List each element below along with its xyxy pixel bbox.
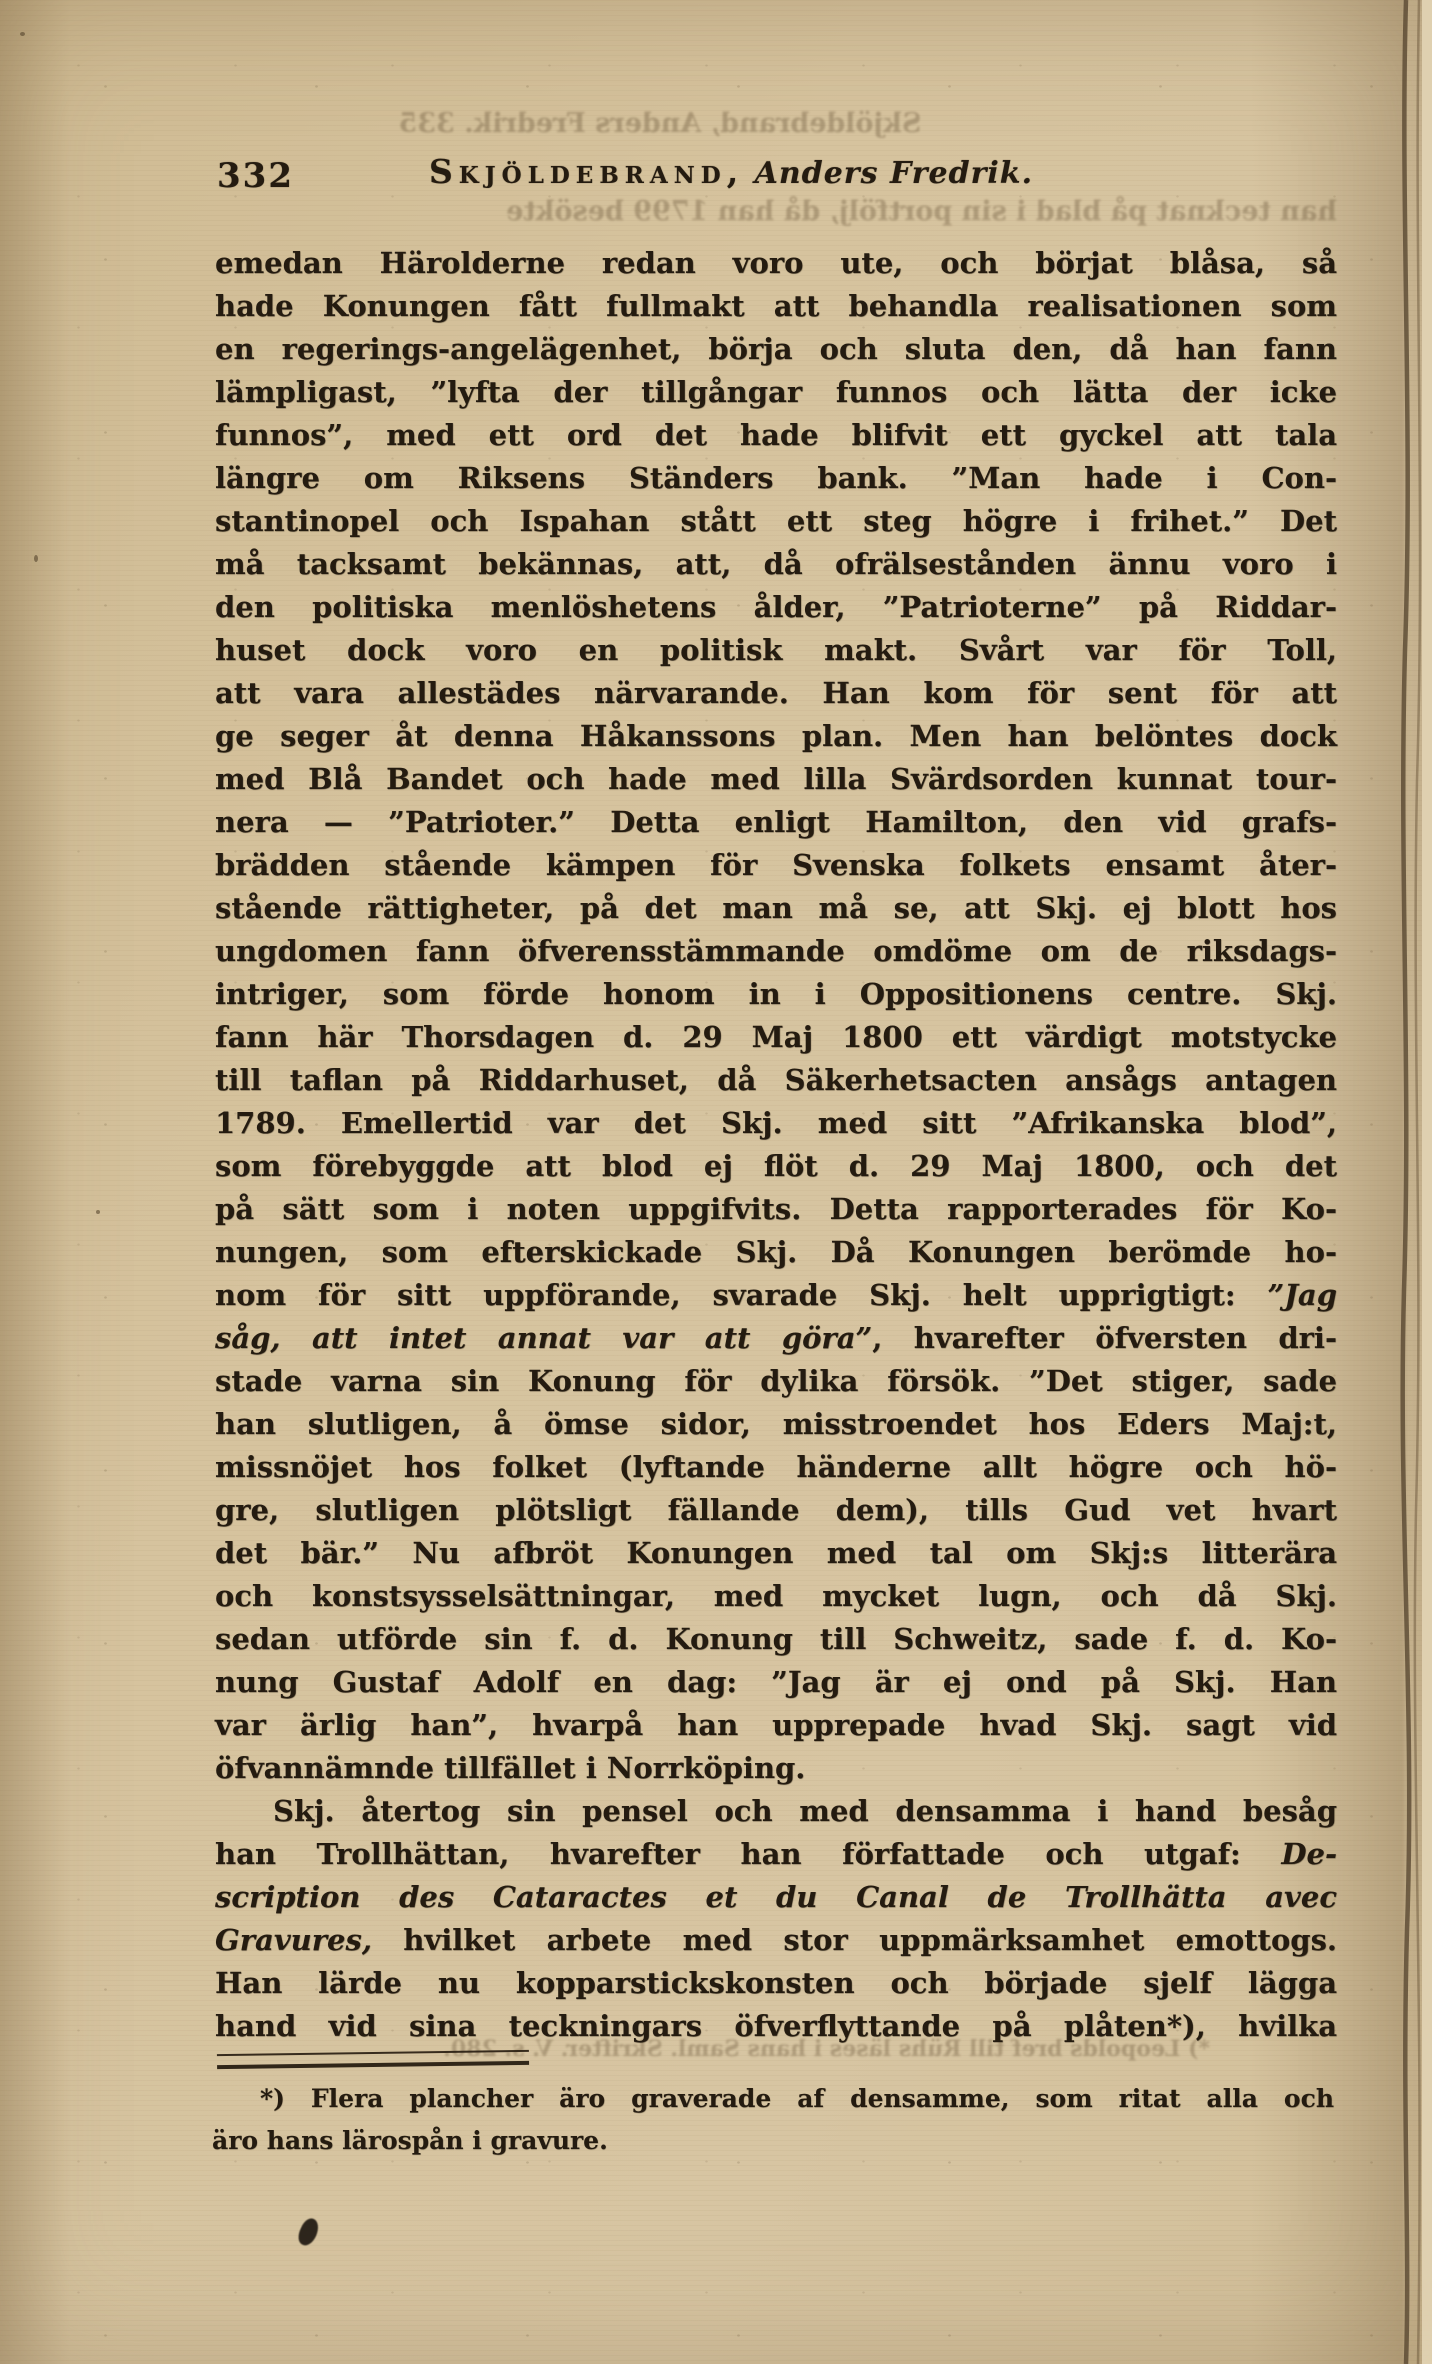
- page-number: 332: [217, 156, 294, 196]
- text-segment: det bär.” Nu afbröt Konungen med tal om Skj:s litterära: [215, 1536, 1337, 1570]
- text-segment: brädden stående kämpen för Svenska folkets ensamt åter-: [215, 848, 1337, 882]
- text-line: [215, 672, 1337, 715]
- text-line: [215, 500, 1337, 543]
- text-line: [215, 1790, 1337, 1833]
- text-segment: han slutligen, å ömse sidor, misstroendet hos Eders Maj:t,: [215, 1407, 1337, 1441]
- text-segment: emedan Härolderne redan voro ute, och börjat blåsa, så: [215, 246, 1337, 280]
- text-line: [215, 1059, 1337, 1102]
- text-segment: som förebyggde att blod ej flöt d. 29 Maj 1800, och det: [215, 1149, 1337, 1183]
- bleedthrough-line: *) Leopolds bref till Rühs läses i hans Saml. Skrifter. V. s. 280.: [443, 2036, 1210, 2062]
- italic-text-segment: scription des Cataractes et du Canal de Trollhätta avec: [215, 1880, 1337, 1914]
- text-line: [215, 1962, 1337, 2005]
- text-segment: missnöjet hos folket (lyftande händerne allt högre och hö-: [215, 1450, 1337, 1484]
- page-header: [215, 152, 1337, 200]
- text-line: [215, 1403, 1337, 1446]
- text-line: [215, 930, 1337, 973]
- text-line: [215, 1360, 1337, 1403]
- text-segment: hvilket arbete med stor uppmärksamhet emottogs.: [371, 1923, 1337, 1957]
- text-segment: han Trollhättan, hvarefter han författade och utgaf:: [215, 1837, 1282, 1871]
- text-segment: sedan utförde sin f. d. Konung till Schweitz, sade f. d. Ko-: [215, 1622, 1337, 1656]
- text-line: [215, 801, 1337, 844]
- text-segment: intriger, som förde honom in i Oppositionens centre. Skj.: [215, 977, 1337, 1011]
- text-segment: öfvannämnde tillfället i Norrköping.: [215, 1751, 806, 1785]
- text-line: [215, 973, 1337, 1016]
- bleedthrough-line: han tecknat på blad i sin portfölj, då han 1799 besökte: [506, 196, 1337, 227]
- text-line: [215, 1661, 1337, 1704]
- text-segment: den politiska menlöshetens ålder, ”Patrioterne” på Riddar-: [215, 590, 1337, 624]
- text-segment: nom för sitt uppförande, svarade Skj. helt upprigtigt:: [215, 1278, 1268, 1312]
- text-line: [215, 1145, 1337, 1188]
- text-segment: *) Flera plancher äro graverade af densamme, som ritat alla och: [260, 2084, 1334, 2113]
- text-segment: stående rättigheter, på det man må se, att Skj. ej blott hos: [215, 891, 1337, 925]
- text-line: [215, 1102, 1337, 1145]
- text-line: [215, 242, 1337, 285]
- text-line: [215, 1919, 1337, 1962]
- text-line: [215, 543, 1337, 586]
- fore-edge-line: [1403, 0, 1409, 2364]
- text-segment: var ärlig han”, hvarpå han upprepade hvad Skj. sagt vid: [215, 1708, 1337, 1742]
- text-segment: lämpligast, ”lyfta der tillgångar funnos och lätta der icke: [215, 375, 1337, 409]
- bleedthrough-line: Skjöldebrand, Anders Fredrik. 335: [398, 108, 922, 139]
- footnote: [212, 2078, 1334, 2162]
- footnote-line: [212, 2120, 1334, 2162]
- text-line: [215, 844, 1337, 887]
- text-line: [215, 586, 1337, 629]
- footnote-separator: [217, 2050, 529, 2069]
- text-line: [215, 1446, 1337, 1489]
- text-line: [215, 1833, 1337, 1876]
- italic-text-segment: Gravures,: [215, 1923, 372, 1957]
- paper-speck: [20, 32, 25, 36]
- text-segment: , hvarefter öfversten dri-: [872, 1321, 1337, 1355]
- fore-edge-line-2: [1415, 0, 1420, 2364]
- text-segment: nung Gustaf Adolf en dag: ”Jag är ej ond på Skj. Han: [215, 1665, 1337, 1699]
- text-line: [215, 758, 1337, 801]
- text-segment: äro hans lärospån i gravure.: [212, 2126, 608, 2155]
- text-segment: med Blå Bandet och hade med lilla Svärdsorden kunnat tour-: [215, 762, 1337, 796]
- text-segment: huset dock voro en politisk makt. Svårt var för Toll,: [215, 633, 1337, 667]
- text-line: [215, 1747, 1337, 1790]
- italic-text-segment: De-: [1281, 1837, 1337, 1871]
- text-segment: nungen, som efterskickade Skj. Då Konungen berömde ho-: [215, 1235, 1337, 1269]
- text-segment: till taflan på Riddarhuset, då Säkerhetsacten ansågs antagen: [215, 1063, 1337, 1097]
- italic-text-segment: ”Jag: [1267, 1278, 1337, 1312]
- text-segment: gre, slutligen plötsligt fällande dem), tills Gud vet hvart: [215, 1493, 1337, 1527]
- text-line: [215, 1575, 1337, 1618]
- text-segment: Skj. återtog sin pensel och med densamma i hand besåg: [273, 1794, 1337, 1828]
- title-name: Skjöldebrand,: [428, 152, 745, 191]
- text-line: [215, 1876, 1337, 1919]
- text-line: [215, 1016, 1337, 1059]
- text-line: [215, 285, 1337, 328]
- text-line: [215, 1618, 1337, 1661]
- text-segment: hand vid sina teckningars öfverflyttande på plåten*), hvilka: [215, 2009, 1337, 2043]
- text-segment: på sätt som i noten uppgifvits. Detta rapporterades för Ko-: [215, 1192, 1337, 1226]
- text-line: [215, 1231, 1337, 1274]
- text-line: [215, 715, 1337, 758]
- italic-text-segment: såg, att intet annat var att göra”: [215, 1321, 873, 1355]
- text-segment: må tacksamt bekännas, att, då ofrälsestånden ännu voro i: [215, 547, 1337, 581]
- text-segment: funnos”, med ett ord det hade blifvit ett gyckel att tala: [215, 418, 1337, 452]
- page-edge-lines: [1352, 0, 1432, 2364]
- text-line: [215, 371, 1337, 414]
- text-line: [215, 2005, 1337, 2048]
- text-segment: och konstsysselsättningar, med mycket lugn, och då Skj.: [215, 1579, 1337, 1613]
- text-line: [215, 457, 1337, 500]
- text-line: [215, 328, 1337, 371]
- text-segment: att vara allestädes närvarande. Han kom för sent för att: [215, 676, 1337, 710]
- text-line: [215, 1317, 1337, 1360]
- text-segment: stantinopel och Ispahan stått ett steg högre i frihet.” Det: [215, 504, 1337, 538]
- text-segment: en regerings-angelägenhet, börja och sluta den, då han fann: [215, 332, 1337, 366]
- text-line: [215, 1489, 1337, 1532]
- footnote-line: [212, 2078, 1334, 2120]
- text-segment: Han lärde nu kopparstickskonsten och började sjelf lägga: [215, 1966, 1337, 2000]
- text-line: [215, 629, 1337, 672]
- text-line: [215, 887, 1337, 930]
- text-line: [215, 1188, 1337, 1231]
- text-segment: längre om Riksens Ständers bank. ”Man hade i Con-: [215, 461, 1337, 495]
- text-line: [215, 1532, 1337, 1575]
- ink-blot: [295, 2216, 322, 2248]
- page-title: [215, 152, 1337, 191]
- paper-speck: [96, 1210, 100, 1214]
- paper-speck: [34, 555, 38, 562]
- text-segment: fann här Thorsdagen d. 29 Maj 1800 ett värdigt motstycke: [215, 1020, 1337, 1054]
- text-segment: nera — ”Patrioter.” Detta enligt Hamilton, den vid grafs-: [215, 805, 1337, 839]
- title-forenames: Anders Fredrik.: [754, 156, 1034, 191]
- text-line: [215, 414, 1337, 457]
- text-segment: 1789. Emellertid var det Skj. med sitt ”Afrikanska blod”,: [215, 1106, 1337, 1140]
- body-text: [215, 242, 1337, 2048]
- text-segment: ge seger åt denna Håkanssons plan. Men han belöntes dock: [215, 719, 1337, 753]
- text-segment: hade Konungen fått fullmakt att behandla realisationen som: [215, 289, 1337, 323]
- text-line: [215, 1704, 1337, 1747]
- text-segment: ungdomen fann öfverensstämmande omdöme om de riksdags-: [215, 934, 1337, 968]
- text-segment: stade varna sin Konung för dylika försök. ”Det stiger, sade: [215, 1364, 1337, 1398]
- text-line: [215, 1274, 1337, 1317]
